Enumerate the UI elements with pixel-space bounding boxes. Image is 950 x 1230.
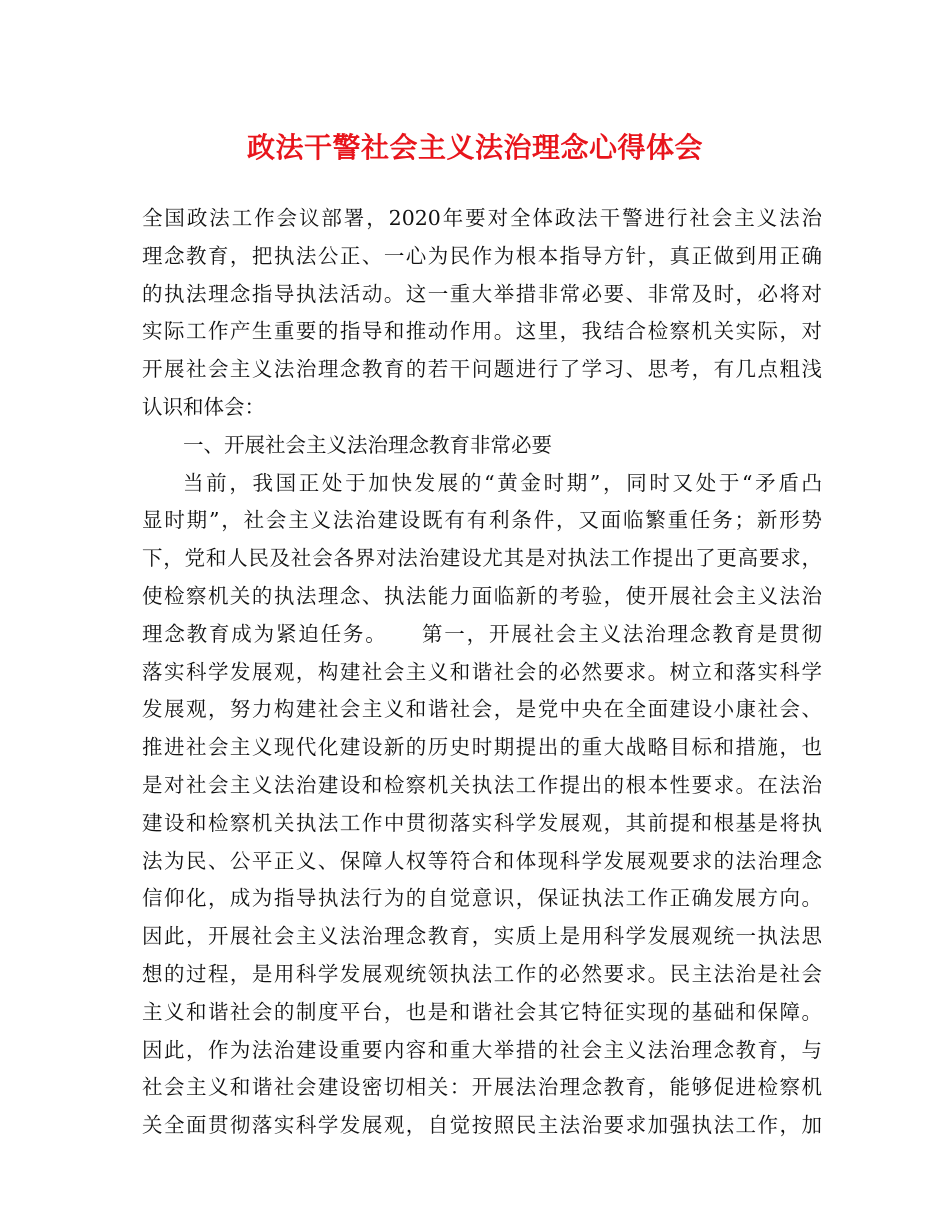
text-line: 理念教育，把执法公正、一心为民作为根本指导方针，真正做到用正确 xyxy=(142,243,822,268)
text-line: 发展观，努力构建社会主义和谐社会，是党中央在全面建设小康社会、 xyxy=(142,697,822,722)
document-body xyxy=(142,200,822,1145)
text-line: 开展社会主义法治理念教育的若干问题进行了学习、思考，有几点粗浅 xyxy=(142,357,822,382)
text-line: 信仰化，成为指导执法行为的自觉意识，保证执法工作正确发展方向。 xyxy=(142,886,822,911)
text-line: 理念教育成为紧迫任务。 第一，开展社会主义法治理念教育是贯彻 xyxy=(142,621,822,646)
text-line: 实际工作产生重要的指导和推动作用。这里，我结合检察机关实际，对 xyxy=(142,319,822,344)
text-line: 建设和检察机关执法工作中贯彻落实科学发展观，其前提和根基是将执 xyxy=(142,810,822,835)
text-line: 全国政法工作会议部署，2020年要对全体政法干警进行社会主义法治 xyxy=(142,206,822,230)
section-heading: 一、开展社会主义法治理念教育非常必要 xyxy=(183,432,552,457)
text-line: 推进社会主义现代化建设新的历史时期提出的重大战略目标和措施，也 xyxy=(142,735,822,760)
text-line: 社会主义和谐社会建设密切相关：开展法治理念教育，能够促进检察机 xyxy=(142,1075,822,1100)
text-line: 主义和谐社会的制度平台，也是和谐社会其它特征实现的基础和保障。 xyxy=(142,999,822,1024)
text-line: 的执法理念指导执法活动。这一重大举措非常必要、非常及时，必将对 xyxy=(142,281,822,306)
text-line: 显时期”，社会主义法治建设既有有利条件，又面临繁重任务；新形势 xyxy=(142,508,822,533)
text-line: 下，党和人民及社会各界对法治建设尤其是对执法工作提出了更高要求， xyxy=(142,546,822,571)
text-line: 法为民、公平正义、保障人权等符合和体现科学发展观要求的法治理念 xyxy=(142,848,822,873)
text-line: 使检察机关的执法理念、执法能力面临新的考验，使开展社会主义法治 xyxy=(142,583,822,608)
document-title: 政法干警社会主义法治理念心得体会 xyxy=(246,131,703,164)
text-line: 当前，我国正处于加快发展的“黄金时期”，同时又处于“矛盾凸 xyxy=(183,470,822,495)
text-line: 认识和体会： xyxy=(142,394,265,419)
text-line: 想的过程，是用科学发展观统领执法工作的必然要求。民主法治是社会 xyxy=(142,961,822,986)
text-line: 落实科学发展观，构建社会主义和谐社会的必然要求。树立和落实科学 xyxy=(142,659,822,684)
text-line: 关全面贯彻落实科学发展观，自觉按照民主法治要求加强执法工作，加 xyxy=(142,1113,822,1138)
text-line: 是对社会主义法治建设和检察机关执法工作提出的根本性要求。在法治 xyxy=(142,772,822,797)
text-line: 因此，开展社会主义法治理念教育，实质上是用科学发展观统一执法思 xyxy=(142,924,822,949)
text-line: 因此，作为法治建设重要内容和重大举措的社会主义法治理念教育，与 xyxy=(142,1037,822,1062)
